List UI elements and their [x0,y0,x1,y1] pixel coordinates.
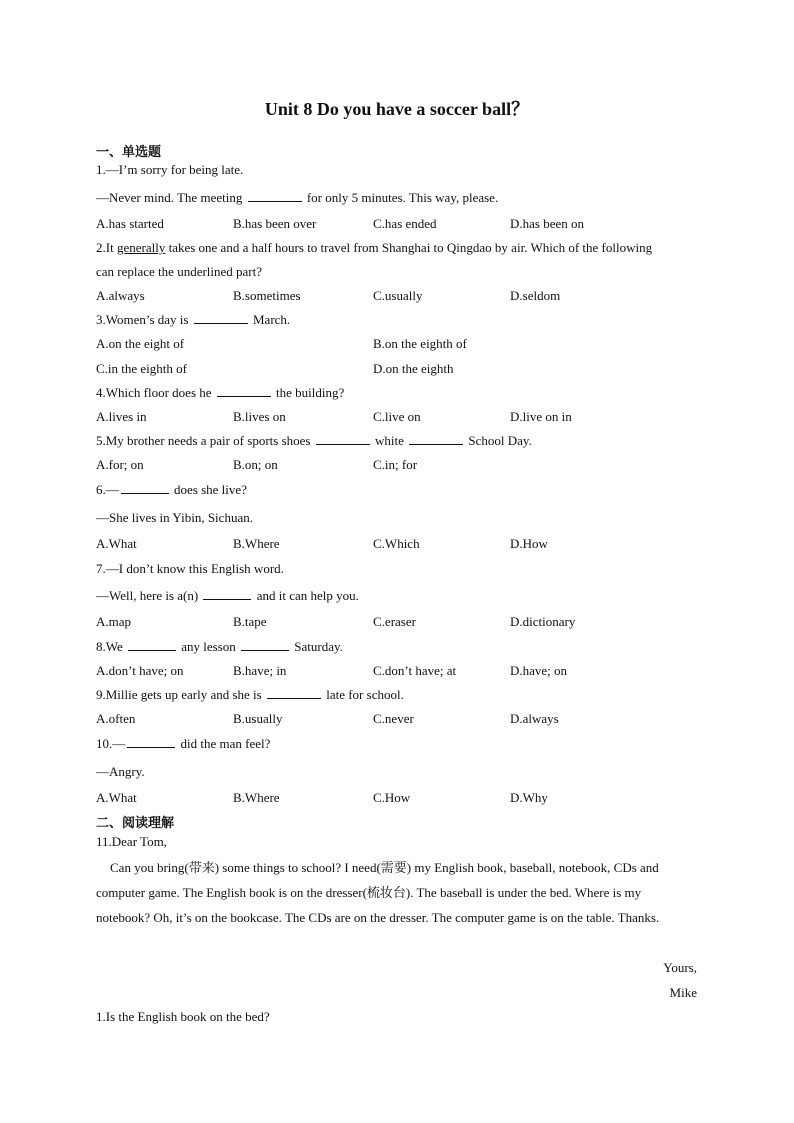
q2-option-a: A.always [96,288,145,303]
q6-option-c: C.Which [373,536,420,551]
q3-stem: 3.Women’s day is March. [96,312,291,327]
q5-option-a: A.for; on [96,457,144,472]
q6-option-d: D.How [510,536,548,551]
q1-stem: 1.—I’m sorry for being late. [96,162,244,177]
q9-option-b: B.usually [233,711,283,726]
q11-subquestion-1: 1.Is the English book on the bed? [96,1009,270,1024]
letter-signature: Mike [669,985,697,1000]
q10-option-a: A.What [96,790,137,805]
q7-response: —Well, here is a(n) and it can help you. [96,588,359,603]
q7-option-a: A.map [96,614,132,629]
q4-stem: 4.Which floor does he the building? [96,385,345,400]
q9-option-c: C.never [373,711,414,726]
letter-closing: Yours, [663,960,697,975]
q2-option-c: C.usually [373,288,423,303]
answer-blank [128,639,176,651]
q6-response: —She lives in Yibin, Sichuan. [96,510,253,525]
letter-greeting: 11.Dear Tom, [96,834,167,849]
q9-stem: 9.Millie gets up early and she is late for school. [96,687,404,702]
q1-option-b: B.has been over [233,216,317,231]
q5-option-b: B.on; on [233,457,278,472]
q4-option-a: A.lives in [96,409,147,424]
q2-stem: 2.It generally takes one and a half hours to travel from Shanghai to Qingdao by air. Which of the following [96,240,653,255]
q10-response: —Angry. [96,764,145,779]
q4-option-d: D.live on in [510,409,572,424]
q1-option-d: D.has been on [510,216,585,231]
q4-option-c: C.live on [373,409,421,424]
q1-option-c: C.has ended [373,216,437,231]
q10-option-b: B.Where [233,790,280,805]
answer-blank [316,433,370,445]
q5-stem: 5.My brother needs a pair of sports shoes white School Day. [96,433,532,448]
q6-option-a: A.What [96,536,137,551]
q9-option-a: A.often [96,711,136,726]
answer-blank [248,190,302,202]
q10-option-c: C.How [373,790,411,805]
q3-option-c: C.in the eighth of [96,361,187,376]
answer-blank [121,482,169,494]
q6-option-b: B.Where [233,536,280,551]
letter-body: Can you bring(带来) some things to school? I need(需要) my English book, baseball, notebook, CDs and computer game. The English book is on the dresser(梳妆台). The baseball is under the bed. Where is my notebook? Oh, it’s on the bookcase. The CDs are on the dresser. The computer game is on the table. Thanks. [96,860,660,925]
answer-blank [267,687,321,699]
q1-option-a: A.has started [96,216,164,231]
section-heading-reading: 二、阅读理解 [96,815,175,830]
q3-option-a: A.on the eight of [96,336,185,351]
q5-option-c: C.in; for [373,457,418,472]
answer-blank [409,433,463,445]
answer-blank [194,312,248,324]
q2-option-b: B.sometimes [233,288,301,303]
q7-option-c: C.eraser [373,614,416,629]
q2-stem-cont: can replace the underlined part? [96,264,263,279]
q4-option-b: B.lives on [233,409,286,424]
q8-option-c: C.don’t have; at [373,663,457,678]
q10-stem: 10.— did the man feel? [96,736,271,751]
q10-option-d: D.Why [510,790,548,805]
answer-blank [127,736,175,748]
page-title: Unit 8 Do you have a soccer ball？ [264,99,530,119]
q3-option-b: B.on the eighth of [373,336,467,351]
q6-stem: 6.— does she live? [96,482,247,497]
underlined-word: generally [116,240,166,255]
q8-stem: 8.We any lesson Saturday. [96,639,343,654]
answer-blank [241,639,289,651]
q7-option-b: B.tape [233,614,267,629]
answer-blank [217,385,271,397]
q7-stem: 7.—I don’t know this English word. [96,561,284,576]
q1-dialog: —Never mind. The meeting for only 5 minutes. This way, please. [96,190,499,205]
q9-option-d: D.always [510,711,559,726]
q8-option-a: A.don’t have; on [96,663,184,678]
q3-option-d: D.on the eighth [373,361,454,376]
section-heading-single-choice: 一、单选题 [96,144,162,159]
q2-option-d: D.seldom [510,288,561,303]
q8-option-b: B.have; in [233,663,287,678]
q8-option-d: D.have; on [510,663,568,678]
q7-option-d: D.dictionary [510,614,576,629]
answer-blank [203,588,251,600]
